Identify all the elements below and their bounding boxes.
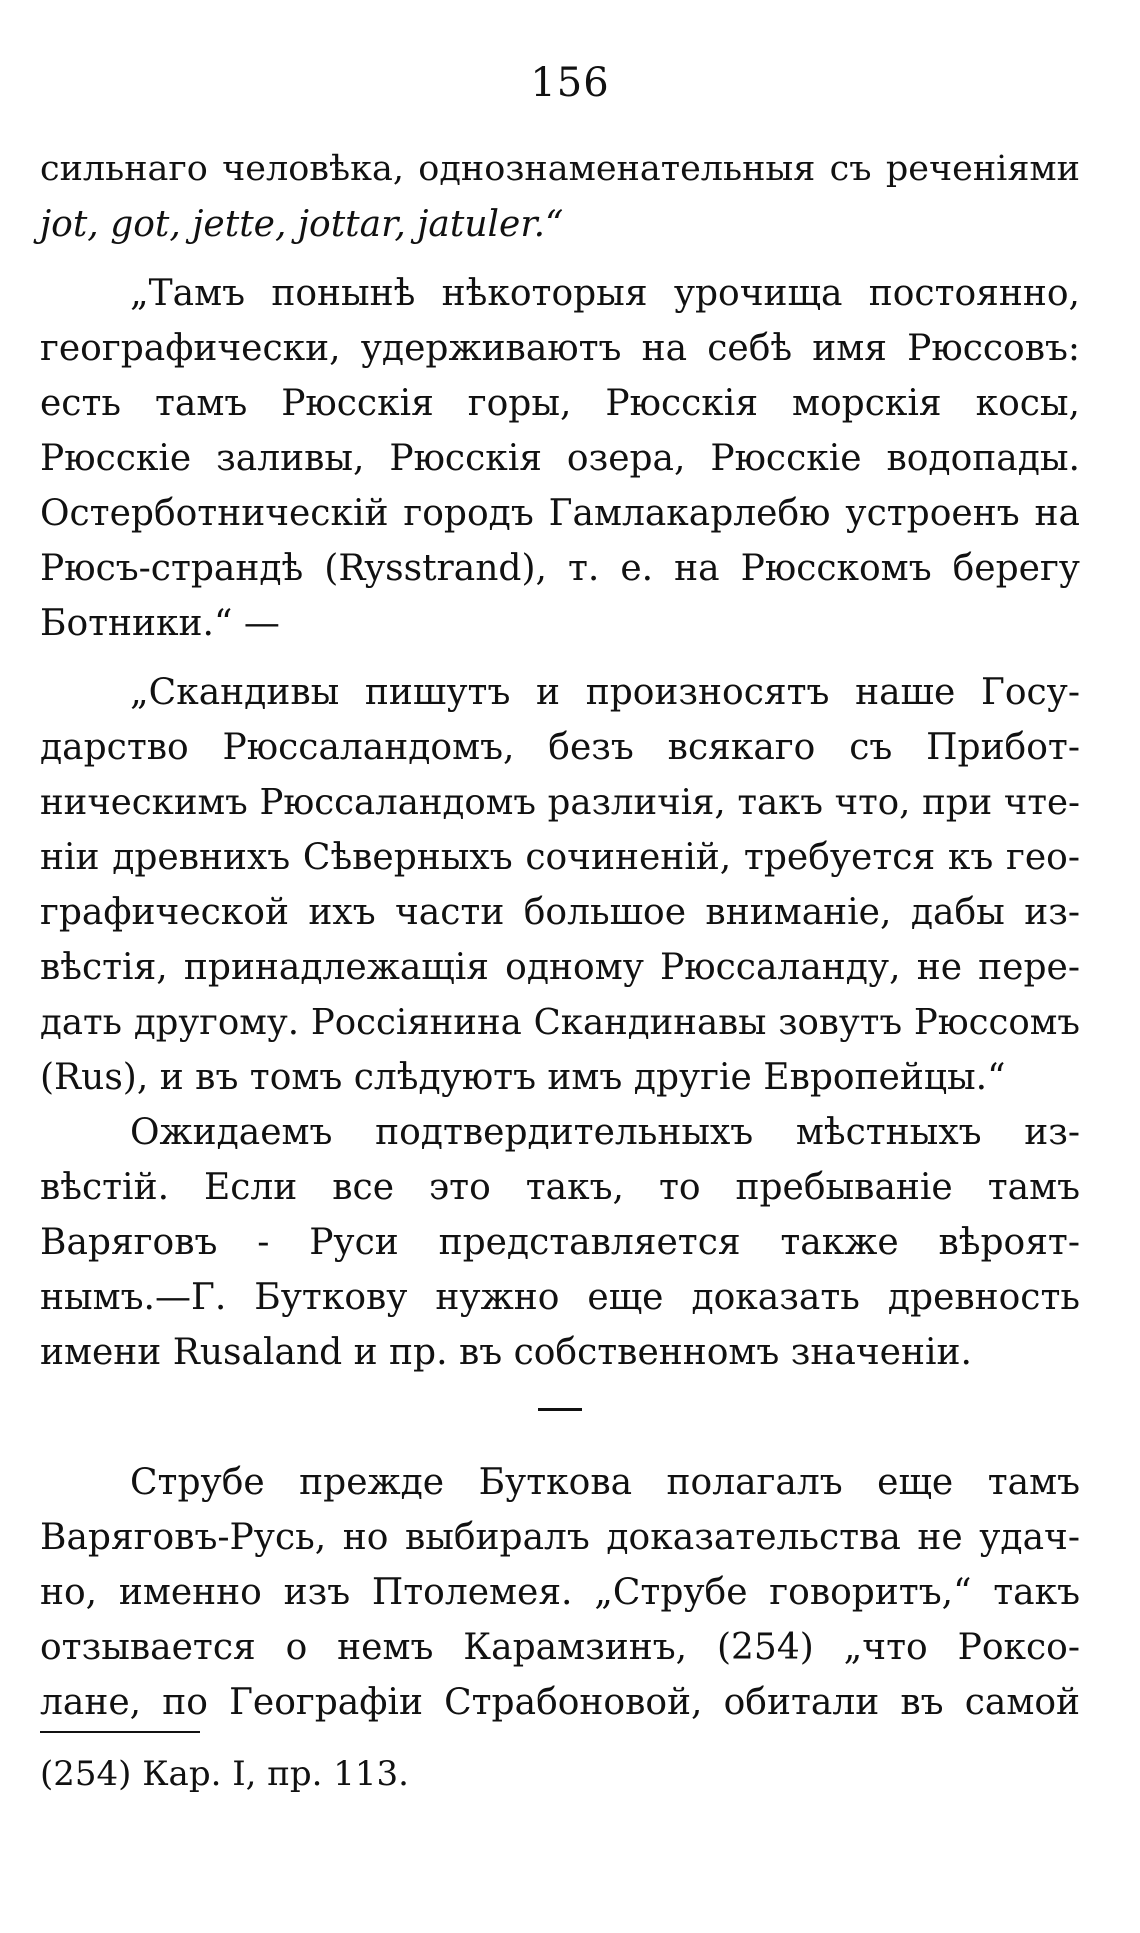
text-line: дать другому. Россіянина Скандинавы зовутъ Рюссомъ — [40, 1002, 1080, 1043]
text-line: ническимъ Рюссаландомъ различія, такъ что, при чте- — [40, 782, 1080, 823]
text-line: „Скандивы пишутъ и произносятъ наше Госу- — [130, 672, 1080, 713]
text-line: ніи древнихъ Сѣверныхъ сочиненій, требуется къ гео- — [40, 837, 1080, 878]
text-line: (Rus), и въ томъ слѣдуютъ имъ другіе Европейцы.“ — [40, 1057, 1006, 1098]
text-line: Струбе прежде Буткова полагалъ еще тамъ — [130, 1462, 1080, 1503]
text-line: есть тамъ Рюсскія горы, Рюсскія морскія косы, — [40, 383, 1080, 424]
text-line: Варяговъ - Руси представляется также вѣроят- — [40, 1222, 1080, 1263]
footnote-rule — [40, 1731, 200, 1733]
text-line: имени Rusaland и пр. въ собственномъ значеніи. — [40, 1332, 972, 1373]
text-line: „Тамъ понынѣ нѣкоторыя урочища постоянно, — [130, 273, 1080, 314]
text-line: но, именно изъ Птолемея. „Струбе говоритъ,“ такъ — [40, 1572, 1080, 1613]
text-line-italic-words: jot, got, jette, jottar, jatuler.“ — [40, 204, 564, 245]
paragraph-continuation — [40, 142, 1080, 252]
text-line: нымъ.—Г. Буткову нужно еще доказать древность — [40, 1277, 1080, 1318]
text-line: сильнаго человѣка, однознаменательныя съ реченіями — [40, 149, 1080, 189]
body-text — [40, 142, 1080, 1730]
text-line: графической ихъ части большое вниманіе, дабы из- — [40, 892, 1080, 933]
paragraph-strube — [40, 1455, 1080, 1730]
footnote: (254) Кар. I, пр. 113. — [40, 1754, 409, 1794]
text-line: Рюсскіе заливы, Рюсскія озера, Рюсскіе водопады. — [40, 438, 1080, 479]
text-line: лане, по Географіи Страбоновой, обитали въ самой — [40, 1682, 1080, 1723]
text-line: Ботники.“ — — [40, 603, 280, 644]
paragraph-quote-russ-places — [40, 266, 1080, 651]
text-line: вѣстія, принадлежащія одному Рюссаланду, не пере- — [40, 947, 1080, 988]
text-line: дарство Рюссаландомъ, безъ всякаго съ Прибот- — [40, 727, 1080, 768]
text-line: Варяговъ-Русь, но выбиралъ доказательства не удач- — [40, 1517, 1080, 1558]
paragraph-quote-scandinavians — [40, 665, 1080, 1105]
page-number: 156 — [530, 60, 610, 106]
text-line: Рюсъ-страндѣ (Rysstrand), т. е. на Рюсскомъ берегу — [40, 548, 1080, 589]
text-line: вѣстій. Если все это такъ, то пребываніе тамъ — [40, 1167, 1080, 1208]
text-line: отзывается о немъ Карамзинъ, (254) „что Роксо- — [40, 1627, 1080, 1668]
text-line: Ожидаемъ подтвердительныхъ мѣстныхъ из- — [130, 1112, 1080, 1153]
text-line: географически, удерживаютъ на себѣ имя Рюссовъ: — [40, 328, 1080, 369]
section-divider — [538, 1408, 582, 1411]
paragraph-expectation — [40, 1105, 1080, 1380]
text-line: Остерботническій городъ Гамлакарлебю устроенъ на — [40, 493, 1080, 534]
